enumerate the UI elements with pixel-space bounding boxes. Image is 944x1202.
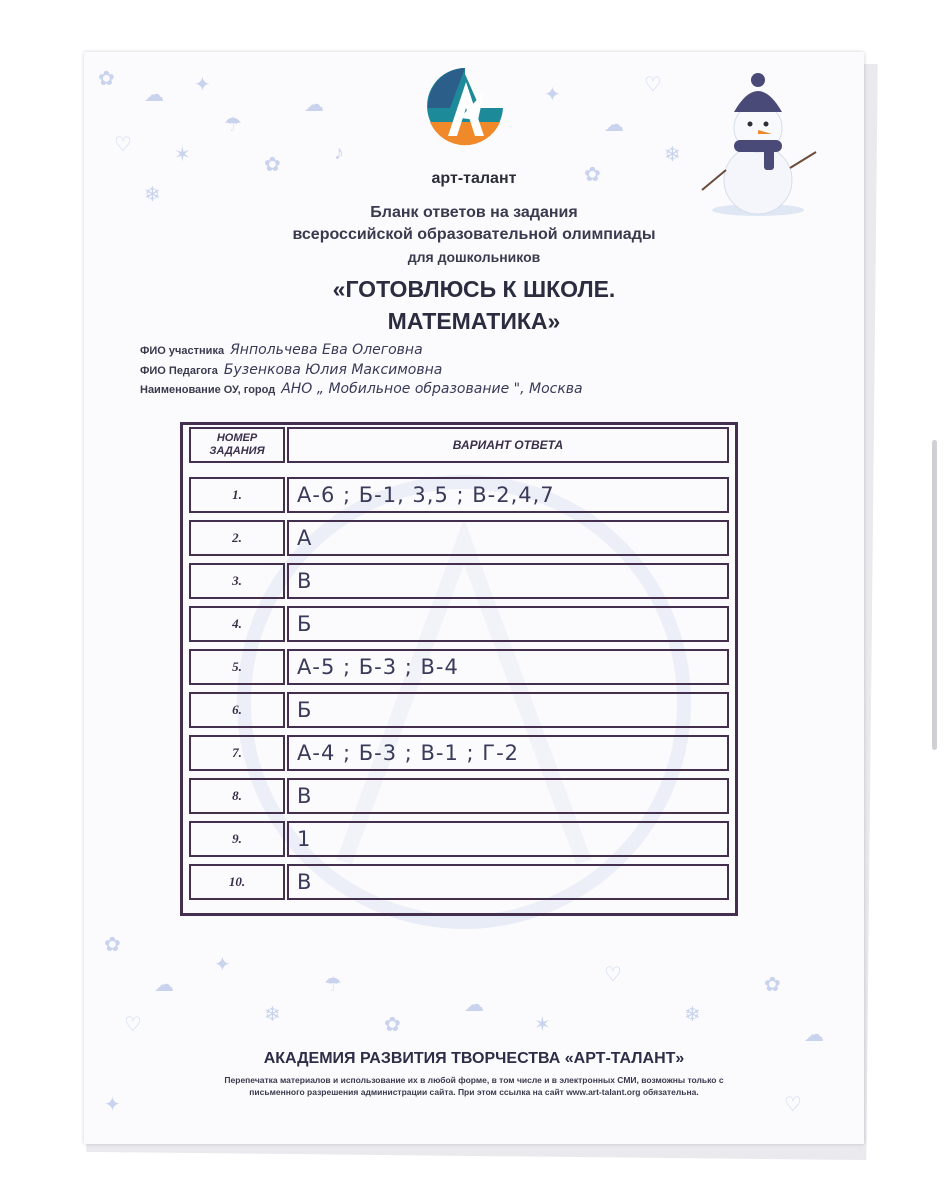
task-answer: Б [287,692,729,728]
teacher-label: ФИО Педагога [140,365,218,377]
task-answer: А-6 ; Б-1, 3,5 ; В-2,4,7 [287,477,729,513]
doodle-icon: ☁ [144,84,164,106]
doodle-icon: ♪ [334,142,344,164]
doodle-icon: ☂ [324,974,342,996]
doodle-icon: ☁ [154,974,174,996]
table-row [183,819,735,857]
doodle-icon: ☁ [304,94,324,116]
doodle-icon: ♡ [114,134,132,156]
task-number: 4. [189,606,285,642]
vertical-scrollbar[interactable] [932,440,937,750]
table-row [183,475,735,513]
copyright-note [144,1074,804,1098]
doodle-icon: ❄ [664,144,681,166]
task-answer: В [287,563,729,599]
task-number: 7. [189,735,285,771]
copyright-note-line-2: письменного разрешения администрации сайта. При этом ссылка на сайт www.art-talant.org обязательна. [249,1087,699,1097]
task-answer: В [287,864,729,900]
snowman-icon [688,60,828,220]
doodle-icon: ✶ [174,144,191,166]
doodle-icon: ✿ [264,154,281,176]
academy-title: АКАДЕМИЯ РАЗВИТИЯ ТВОРЧЕСТВА «АРТ-ТАЛАНТ» [263,1050,685,1067]
participant-field [140,342,423,358]
doodle-icon: ☂ [224,114,242,136]
logo-icon [420,62,510,162]
doodle-icon: ❄ [684,1004,701,1026]
task-number: 6. [189,692,285,728]
doodle-icon: ✿ [764,974,781,996]
table-row [183,733,735,771]
table-row [183,518,735,556]
doodle-icon: ☁ [604,114,624,136]
brand-name: арт-талант [431,170,517,187]
teacher-value: Бузенкова Юлия Максимовна [223,362,443,378]
table-row [183,862,735,900]
heading-line-3: для дошкольников [407,249,541,265]
school-field [140,381,583,397]
heading-line-1: Бланк ответов на задания [370,204,578,221]
olympiad-title-line-1: «ГОТОВЛЮСЬ К ШКОЛЕ. [332,276,616,302]
participant-label: ФИО участника [140,345,225,357]
doodle-icon: ♡ [124,1014,142,1036]
doodle-icon: ❄ [144,184,161,206]
task-answer: А-4 ; Б-3 ; В-1 ; Г-2 [287,735,729,771]
task-number: 3. [189,563,285,599]
task-number: 8. [189,778,285,814]
doodle-icon: ♡ [644,74,662,96]
doodle-icon: ☁ [804,1024,824,1046]
doodle-icon: ☁ [464,994,484,1016]
doodle-icon: ❄ [264,1004,281,1026]
doodle-icon: ♡ [784,1094,802,1116]
table-row [183,604,735,642]
task-number: 1. [189,477,285,513]
task-number: 5. [189,649,285,685]
task-answer: 1 [287,821,729,857]
table-header-row [183,425,735,475]
task-number: 10. [189,864,285,900]
task-answer: А [287,520,729,556]
column-answer-header: ВАРИАНТ ОТВЕТА [287,427,729,463]
answer-sheet [84,52,864,1144]
doodle-icon: ✦ [214,954,231,976]
doodle-icon: ✿ [584,164,601,186]
doodle-icon: ✶ [534,1014,551,1036]
task-answer: В [287,778,729,814]
answers-table [180,422,738,916]
task-number: 9. [189,821,285,857]
doodle-icon: ✿ [98,68,115,90]
table-row [183,561,735,599]
doodle-icon: ✿ [384,1014,401,1036]
doodle-icon: ✿ [104,934,121,956]
column-number-header: НОМЕР ЗАДАНИЯ [189,427,285,463]
school-value: АНО „ Мобильное образование ", Москва [281,381,583,397]
school-label: Наименование ОУ, город [140,384,276,396]
table-row [183,776,735,814]
doodle-icon: ♡ [604,964,622,986]
task-answer: А-5 ; Б-3 ; В-4 [287,649,729,685]
participant-value: Янпольчева Ева Олеговна [230,342,423,358]
doodle-icon: ✦ [544,84,561,106]
olympiad-title-line-2: МАТЕМАТИКА» [387,308,561,334]
copyright-note-line-1: Перепечатка материалов и использование их в любой форме, в том числе и в электронных СМИ, возможны только с [224,1075,724,1085]
task-answer: Б [287,606,729,642]
doodle-icon: ✦ [104,1094,121,1116]
table-row [183,690,735,728]
heading-line-2: всероссийской образовательной олимпиады [292,226,656,243]
doodle-icon: ✦ [194,74,211,96]
teacher-field [140,362,442,378]
task-number: 2. [189,520,285,556]
table-row [183,647,735,685]
